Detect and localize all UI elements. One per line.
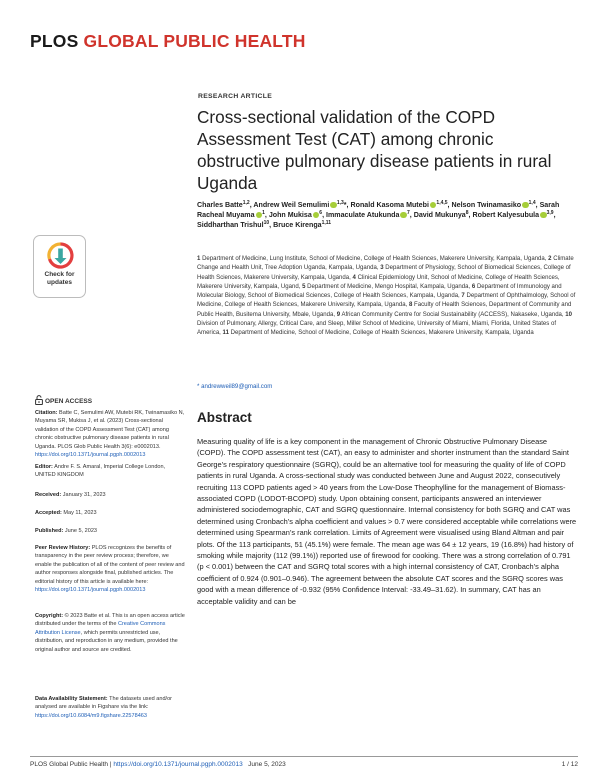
published-date: Published: June 5, 2023: [35, 528, 97, 534]
citation-doi-link[interactable]: https://doi.org/10.1371/journal.pgph.0002013: [35, 452, 146, 459]
open-access-label: OPEN ACCESS: [35, 395, 92, 405]
check-for-updates-icon: [46, 241, 75, 270]
author[interactable]: John Mukisa $^6$: [268, 210, 323, 220]
author[interactable]: David Mukunya$^8$: [413, 210, 469, 220]
editor: Editor: Andre F. S. Amaral, Imperial College London, UNITED KINGDOM: [35, 464, 166, 479]
author[interactable]: Bruce Kirenga$^{1,11}$: [273, 220, 332, 230]
check-updates-line2: updates: [47, 279, 72, 286]
affiliation: 8 Faculty of Health Sciences, Department of Community and Public Health, Busitema University, Mbale, Uganda,: [197, 302, 572, 318]
journal-header: [30, 31, 306, 52]
affiliation: 5 Department of Medicine, Mengo Hospital, Kampala, Uganda,: [302, 283, 471, 290]
author[interactable]: Robert Kalyesubula $^{3,9}$: [472, 210, 554, 220]
affiliation: 9 African Community Centre for Social Sustainability (ACCESS), Nakaseke, Uganda,: [336, 311, 564, 318]
footer-divider: [30, 756, 578, 757]
article-type: RESEARCH ARTICLE: [198, 93, 273, 100]
affiliation: 7 Department of Ophthalmology, School of Medicine, College of Health Sciences, Makerere University, Kampala, Uganda,: [197, 293, 576, 309]
affiliation: 4 Clinical Epidemiology Unit, School of Medicine, College of Health Sciences, Makerere University, Kampala, Ugand,: [197, 274, 560, 290]
page-number: 1 / 12: [561, 761, 578, 768]
article-title: Cross-sectional validation of the COPD Assessment Test (CAT) among chronic obstructive pulmonary disease patients in rural Uganda: [197, 107, 552, 193]
open-lock-icon: [35, 395, 43, 405]
affiliation-list: [197, 255, 577, 338]
affiliation: 11 Department of Medicine, School of Medicine, College of Health Sciences, Makerere University, Kampala, Uganda: [222, 330, 534, 336]
journal-name: GLOBAL PUBLIC HEALTH: [83, 31, 306, 51]
abstract-text: Measuring quality of life is a key component in the management of Chronic Obstructive Pulmonary Disease (COPD). The COPD assessment test (CAT), an easy to administer and shorter instrument than the standard Saint George’s respiratory questionnaire (SGRQ), could be an alternative tool for measuring the quality of life of COPD patients in rural Uganda. A cross-sectional study was conducted between June and August 2022, consecutively recruiting 113 COPD patients aged > 40 years from the Low-Dose Theophylline for the management of Biomass-associated COPD (LODOT-BCOPD) study. Upon obtaining consent, participants answered an interviewer administered sociodemographic, CAT and SGRQ questionnaire. Internal consistency for both SGRQ and CAT was determined using Cronbach’s alpha coefficient and values > 0.7 were considered acceptable while correlations were determined using Spearman’s rank correlation. Limits of Agreement were visualised using Bland Altman and pair plots. Of the 113 participants, 51 (45.1%) were female. The mean age was 64 ± 12 years, 19 (16.8%) had history of smoking while majority (112 (99.1%)) reported use of firewood for cooking. There was a strong correlation of 0.791 (p < 0.001) between the CAT and SGRQ total scores with a high internal consistency of CAT, Cronbach’s alpha coefficient of 0.924 (0.901–0.946). The agreement between the absolute CAT scores and the SGRQ scores was good with a mean difference of -0.932 (95% Confidence Interval: -33.49–31.62). In summary, CAT has an acceptable validity and can be: [197, 437, 577, 606]
footer-doi-link[interactable]: https://doi.org/10.1371/journal.pgph.0002013: [113, 761, 243, 768]
license-link[interactable]: Creative Commons Attribution License: [35, 621, 166, 636]
abstract-heading: Abstract: [197, 410, 252, 425]
received-date: Received: January 31, 2023: [35, 492, 106, 498]
accepted-date: Accepted: May 11, 2023: [35, 510, 97, 516]
footer-date: June 5, 2023: [248, 761, 286, 768]
check-for-updates-badge[interactable]: [33, 235, 86, 298]
author[interactable]: Sarah Racheal Muyama $^1$: [197, 201, 560, 220]
author[interactable]: Siddharthan Trishul$^{10}$: [197, 220, 270, 230]
corresponding-email[interactable]: * andrewweil89@gmail.com: [197, 383, 273, 390]
author[interactable]: Immaculate Atukunda $^7$: [326, 210, 410, 220]
author[interactable]: Ronald Kasoma Mutebi $^{1,4,5}$: [350, 200, 448, 209]
affiliation: 2 Climate Change and Health Unit, Tree Adoption Uganda, Kampala, Uganda,: [197, 256, 574, 272]
author[interactable]: Charles Batte$^{1,2}$: [197, 200, 250, 209]
peer-review-history: Peer Review History: PLOS recognizes the benefits of transparency in the peer review process; therefore, we enable the publication of all of the content of peer review and author responses alongside final, published articles. The editorial history of this article is available here: https://doi.org/10.1371/journal.pgph.0002013: [35, 545, 185, 594]
copyright: Copyright: © 2023 Batte et al. This is an open access article distributed under the terms of the Creative Commons Attribution License, which permits unrestricted use, distribution, and reproduction in any medium, provided the original author and source are credited.: [35, 613, 185, 653]
citation: Citation: Batte C, Semulimi AW, Mutebi RK, Twinamasiko N, Muyama SR, Mukisa J, et al. (2023) Cross-sectional validation of the COPD Assessment Test (CAT) among chronic obstructive pulmonary disease patients in rural Uganda. PLOS Glob Public Health 3(6): e0002013. https://doi.org/10.1371/journal.pgph.0002013: [35, 410, 185, 459]
data-availability: Data Availability Statement: The datasets used and/or analysed are available in Figshare via the link: https://doi.org/10.6084/m9.figshare.22578463: [35, 696, 173, 719]
footer-journal: PLOS Global Public Health: [30, 761, 109, 768]
journal-brand: PLOS: [30, 31, 79, 51]
affiliation: 1 Department of Medicine, Lung Institute, School of Medicine, College of Health Sciences, Makerere University, Kampala, Uganda,: [197, 256, 547, 262]
author[interactable]: Andrew Weil Semulimi $^{1,3}$: [253, 200, 344, 209]
peer-review-link[interactable]: https://doi.org/10.1371/journal.pgph.0002013: [35, 587, 146, 594]
author-list: Charles Batte$^{1,2}$, Andrew Weil Semulimi $^{1,3}$*, Ronald Kasoma Mutebi $^{1,4,5}$, Nelson Twinamasiko $^{1,4}$, Sarah Racheal Muyama $^1$, John Mukisa $^6$, Immaculate Atukunda $^7$, David Mukunya$^8$, Robert Kalyesubula $^{3,9}$, Siddharthan Trishul$^{10}$, Bruce Kirenga$^{1,11}$: [197, 200, 560, 230]
check-updates-line1: Check for: [44, 271, 75, 278]
data-link[interactable]: https://doi.org/10.6084/m9.figshare.22578463: [35, 712, 147, 719]
affiliation: 10 Division of Pulmonary, Allergy, Critical Care, and Sleep, Miller School of Medicine, University of Miami, Miami, Florida, United States of America,: [197, 311, 573, 336]
affiliation: 6 Department of Immunology and Molecular Biology, School of Biomedical Sciences, College of Health Sciences, Kampala, Uganda,: [197, 283, 562, 299]
affiliation: 3 Department of Physiology, School of Biomedical Sciences, College of Health Sciences, Makerere University, Kampala, Uganda,: [197, 265, 571, 281]
author[interactable]: Nelson Twinamasiko $^{1,4}$: [451, 200, 536, 209]
